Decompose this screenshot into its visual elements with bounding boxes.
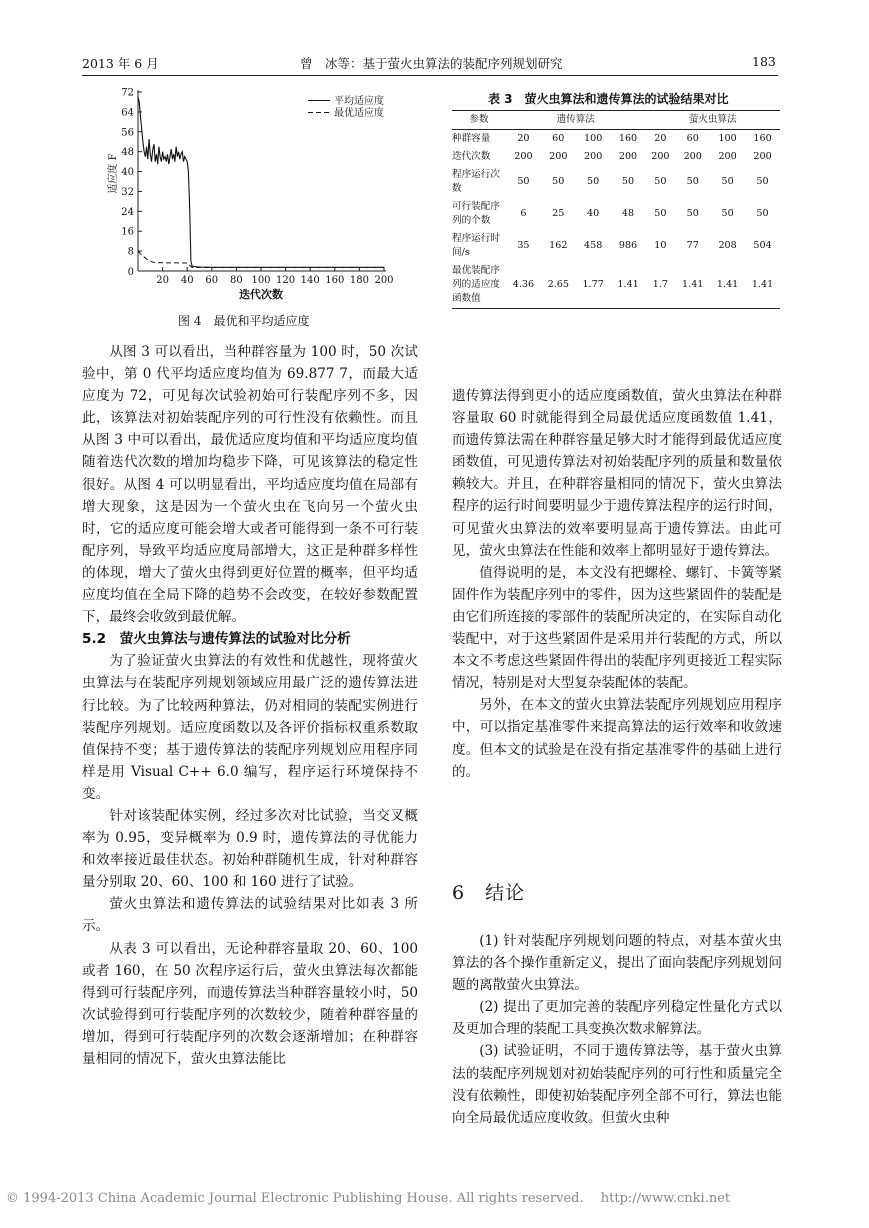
table-cell: 50 <box>686 176 699 187</box>
table-row <box>452 148 780 166</box>
figure-4-chart <box>82 84 422 304</box>
section-heading-6: 6 结论 <box>452 882 526 904</box>
table-cell: 1.7 <box>645 262 675 309</box>
y-axis-title: 适应度 F <box>108 153 119 194</box>
table-cell: 2.65 <box>541 262 576 309</box>
table-cell: 50 <box>587 176 600 187</box>
table-cell: 60 <box>552 133 565 144</box>
paragraph: 从图 3 可以看出，当种群容量为 100 时，50 次试验中，第 0 代平均适应度均值为 69.877 7，而最大适应度为 72，可见每次试验初始可行装配序列不多，因此，该算法对初始装配序列的可行性没有依赖性。而且从图 3 中可以看出，最优适应度均值和平均适应度均值随着迭代次数的增加均稳步下降，可见该算法的稳定性很好。从图 4 可以明显看出，平均适应度均值在局部有增大现象，这是因为一个萤火虫在飞向另一个萤火虫时，它的适应度可能会增大或者可能得到一条不可行装配序列，导致平均适应度局部增大，这正是种群多样性的体现，增大了萤火虫得到更好位置的概率，但平均适应度均值在全局下降的趋势不会改变，在较好参数配置下，最终会收敛到最优解。 <box>82 344 418 626</box>
table-cell: 10 <box>654 240 667 251</box>
table-cell: 77 <box>686 240 699 251</box>
x-tick-label: 100 <box>251 275 271 286</box>
table-row-label: 程序运行次数 <box>452 169 500 194</box>
y-tick-label: 24 <box>121 206 134 218</box>
table-header-cell: 遗传算法 <box>506 111 645 130</box>
conclusion-item: (2) 提出了更加完善的装配序列稳定性量化方式以及更加合理的装配工具变换次数求解算法。 <box>452 999 782 1038</box>
table-cell: 1.41 <box>611 262 646 309</box>
x-tick-label: 80 <box>230 275 243 286</box>
table-cell: 1.41 <box>745 262 780 309</box>
y-tick-label: 72 <box>121 87 134 99</box>
x-tick-label: 200 <box>374 275 394 286</box>
table-cell: 1.77 <box>576 262 611 309</box>
table-cell: 200 <box>514 151 533 162</box>
paragraph: 针对该装配体实例，经过多次对比试验，当交叉概率为 0.95，变异概率为 0.9 时，遗传算法的寻优能力和效率接近最佳状态。初始种群随机生成，针对种群容量分别取 20、60、100 和 160 进行了试验。 <box>82 807 418 891</box>
table-cell: 50 <box>756 208 769 219</box>
y-tick-label: 16 <box>121 226 134 238</box>
x-tick-label: 120 <box>276 275 296 286</box>
header-date: 2013 年 6 月 <box>82 56 159 71</box>
table-cell: 160 <box>618 133 638 144</box>
table-cell: 200 <box>683 151 702 162</box>
paragraph: 萤火虫算法和遗传算法的试验结果对比如表 3 所示。 <box>82 896 418 935</box>
right-column-conclusions <box>452 930 782 1129</box>
x-axis-title: 迭代次数 <box>239 288 283 301</box>
results-table <box>452 110 780 309</box>
x-tick-label: 160 <box>325 275 345 286</box>
x-tick-label: 40 <box>180 275 194 286</box>
table-cell: 20 <box>654 133 667 144</box>
table-cell: 50 <box>621 176 635 187</box>
y-tick-label: 56 <box>121 127 134 139</box>
legend-label: 最优适应度 <box>334 108 384 119</box>
table-cell: 50 <box>756 176 769 187</box>
origin-label: 0 <box>127 267 134 278</box>
table-row <box>452 230 780 262</box>
legend-label: 平均适应度 <box>334 96 384 107</box>
x-tick-label: 180 <box>349 275 369 286</box>
series-line-best <box>138 251 384 267</box>
table-cell: 35 <box>517 240 530 251</box>
table-cell: 50 <box>654 208 667 219</box>
y-tick-label: 40 <box>121 167 134 179</box>
section-heading-5-2: 5.2 萤火虫算法与遗传算法的试验对比分析 <box>82 631 351 648</box>
header-rule <box>82 75 778 76</box>
paragraph: 值得说明的是，本文没有把螺栓、螺钉、卡簧等紧固件作为装配序列中的零件，因为这些紧固件的装配是由它们所连接的零部件的装配所决定的，在实际自动化装配中，对于这些紧固件是采用并行装配的方式，所以本文不考虑这些紧固件得出的装配序列更接近工程实际情况，特别是对大型复杂装配体的装配。 <box>452 564 782 692</box>
x-tick-label: 20 <box>156 275 169 286</box>
table-cell: 48 <box>621 208 635 219</box>
series-line-average <box>138 97 384 267</box>
right-column-top <box>452 385 782 783</box>
table-title: 表 3 萤火虫算法和遗传算法的试验结果对比 <box>488 92 729 106</box>
table-cell: 200 <box>583 151 603 162</box>
table-cell: 50 <box>721 176 734 187</box>
table-row-label: 迭代次数 <box>452 151 491 162</box>
table-cell: 40 <box>587 208 600 219</box>
table-cell: 208 <box>718 240 737 251</box>
x-tick-label: 140 <box>300 275 320 286</box>
left-column <box>82 341 418 1070</box>
table-row <box>452 166 780 198</box>
table-cell: 100 <box>718 133 737 144</box>
table-cell: 1.41 <box>675 262 710 309</box>
table-cell: 6 <box>520 208 527 219</box>
paragraph: 另外，在本文的萤火虫算法装配序列规划应用程序中，可以指定基准零件来提高算法的运行效率和收敛速度。但本文的试验是在没有指定基准零件的基础上进行的。 <box>452 697 782 780</box>
table-cell: 50 <box>552 176 565 187</box>
table-cell: 20 <box>517 133 530 144</box>
conclusion-item: (1) 针对装配序列规划问题的特点，对基本萤火虫算法的各个操作重新定义，提出了面向装配序列规划问题的离散萤火虫算法。 <box>452 933 782 994</box>
header-title: 曾 冰等：基于萤火虫算法的装配序列规划研究 <box>300 56 563 71</box>
table-cell: 50 <box>686 208 699 219</box>
table-cell: 50 <box>654 176 667 187</box>
table-row-label: 程序运行时间/s <box>452 233 500 258</box>
y-tick-label: 48 <box>121 147 134 159</box>
copyright-footer: © 1994-2013 China Academic Journal Electronic Publishing House. All rights reserved. http://www.cnki.net <box>6 1191 731 1206</box>
paragraph: 遗传算法得到更小的适应度函数值，萤火虫算法在种群容量取 60 时就能得到全局最优适应度函数值 1.41，而遗传算法需在种群容量足够大时才能得到最优适应度函数值，可见遗传算法对初始装配序列的质量和数量依赖较大。并且，在种群容量相同的情况下，萤火虫算法程序的运行时间要明显少于遗传算法程序的运行时间，可见萤火虫算法的效率要明显高于遗传算法。由此可见，萤火虫算法在性能和效率上都明显好于遗传算法。 <box>452 388 782 559</box>
table-cell: 50 <box>721 208 734 219</box>
table-row <box>452 130 780 149</box>
table-header-row <box>452 111 780 130</box>
table-cell: 200 <box>651 151 670 162</box>
table-cell: 25 <box>552 208 565 219</box>
conclusion-item: (3) 试验证明，不同于遗传算法等，基于萤火虫算法的装配序列规划对初始装配序列的可行性和质量完全没有依赖性，即使初始装配序列全部不可行，算法也能向全局最优适应度收敛。但萤火虫种 <box>452 1043 782 1126</box>
table-cell: 200 <box>718 151 737 162</box>
table-cell: 160 <box>753 133 772 144</box>
header-page-number: 183 <box>752 54 776 69</box>
paragraph: 从表 3 可以看出，无论种群容量取 20、60、100 或者 160，在 50 次程序运行后，萤火虫算法每次都能得到可行装配序列，而遗传算法当种群容量较小时，50 次试验得到可行装配序列的次数较少，随着种群容量的增加，得到可行装配序列的次数会逐渐增加；在种群容量相同的情况下，萤火虫算法能比 <box>82 940 418 1067</box>
table-cell: 458 <box>583 240 603 251</box>
table-cell: 162 <box>549 240 568 251</box>
table-cell: 100 <box>583 133 603 144</box>
table-header-cell: 参数 <box>452 111 506 130</box>
table-header-cell: 萤火虫算法 <box>645 111 780 130</box>
table-row-label: 种群容量 <box>452 133 491 144</box>
table-cell: 1.41 <box>710 262 745 309</box>
table-cell: 50 <box>517 176 530 187</box>
table-cell: 60 <box>686 133 699 144</box>
paragraph: 为了验证萤火虫算法的有效性和优越性，现将萤火虫算法与在装配序列规划领域应用最广泛的遗传算法进行比较。为了比较两种算法，仍对相同的装配实例进行装配序列规划。适应度函数以及各评价指标权重系数取值保持不变；基于遗传算法的装配序列规划应用程序同样是用 Visual C++ 6.0 编写，程序运行环境保持不变。 <box>82 653 418 802</box>
y-tick-label: 8 <box>127 246 134 258</box>
table-cell: 200 <box>618 151 638 162</box>
y-tick-label: 32 <box>121 186 134 198</box>
table-cell: 504 <box>753 240 772 251</box>
table-row-label: 最优装配序列的适应度函数值 <box>452 262 506 309</box>
table-cell: 200 <box>753 151 772 162</box>
table-cell: 4.36 <box>506 262 541 309</box>
y-tick-label: 64 <box>121 107 134 119</box>
table-row-label: 可行装配序列的个数 <box>452 201 500 226</box>
table-row <box>452 198 780 230</box>
table-cell: 986 <box>618 240 638 251</box>
table-cell: 200 <box>549 151 568 162</box>
figure-caption: 图 4 最优和平均适应度 <box>178 314 310 328</box>
table-row <box>452 262 780 309</box>
x-tick-label: 60 <box>205 275 219 286</box>
